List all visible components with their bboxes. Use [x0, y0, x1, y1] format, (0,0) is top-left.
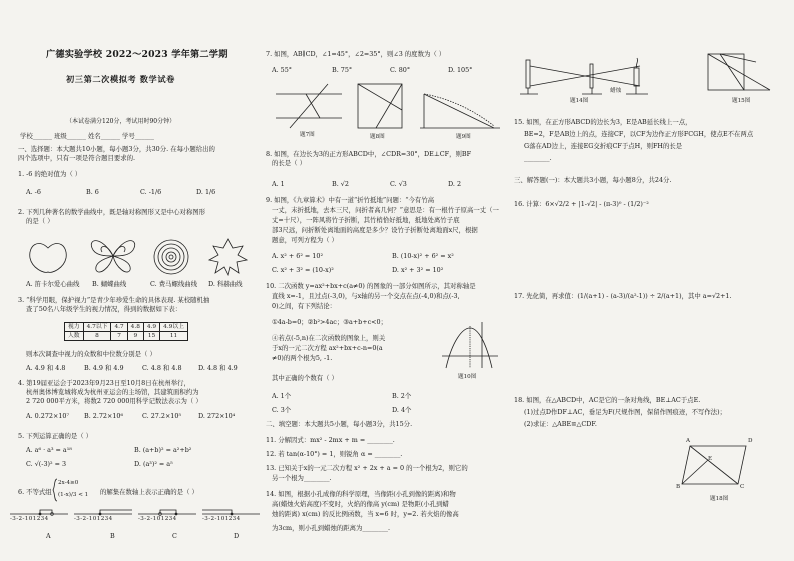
- numline-d: [202, 510, 260, 515]
- q4-opt-b: B. 2.72×10⁶: [84, 412, 124, 420]
- figure-14: [520, 56, 660, 96]
- heart-curve-figure: [28, 240, 68, 276]
- q8-line2: 的长是（ ）: [272, 159, 306, 167]
- q10-line2: 直线 x=-1，且过点(-3,0)，与x轴的另一个交点在点(-4,0)和点(-3,: [272, 292, 460, 300]
- q9-line2: 一丈，末折抵地，去本三尺，问折者高几何？”意思是：有一根竹子原高一丈（一: [272, 206, 499, 214]
- q10-line6: 于x的一元二次方程 ax²+bx+c-n=0(a: [272, 344, 383, 352]
- q9-opt-a: A. x² + 6² = 10²: [272, 252, 324, 260]
- q7-opt-c: C. 80°: [390, 66, 411, 74]
- q18-line3: (2)求证：△ABE≌△CDF.: [524, 420, 597, 428]
- q9-opt-d: D. x² + 3² = 10²: [392, 266, 444, 274]
- q5-opt-c: C. √(-3)² = 3: [26, 460, 67, 468]
- fig18-caption: 题18图: [710, 496, 729, 502]
- fig18-label-b: B: [676, 484, 681, 490]
- q1: 1. -6 的绝对值为（ ）: [18, 170, 82, 178]
- figure-15: [706, 52, 772, 92]
- q9-opt-b: B. (10-x)² + 6² = x²: [392, 252, 454, 260]
- table-row: 视力 4.7以下 4.7 4.8 4.9 4.9以上: [65, 323, 188, 332]
- q8-opt-d: D. 2: [448, 180, 462, 188]
- q1-opt-d: D. 1/6: [196, 188, 216, 196]
- q15-line2: BE=2，F是AB边上的点，连接CF，以CF为边作正方形FCGH，使点E不在两点: [524, 130, 754, 138]
- q9-line5: 题意，可列方程为（ ）: [272, 236, 338, 244]
- q9-line1: 9. 如图，《九章算术》中有一道“折竹抵地”问题：“今有竹高: [266, 196, 435, 204]
- q9-line4: 部3尺远，问折断处离地面的高度是多少？设竹子折断处离地面x尺，根据: [272, 226, 478, 234]
- q7-opt-a: A. 55°: [272, 66, 293, 74]
- q3-line3: 则本次调查中视力的众数和中位数分别是（ ）: [26, 350, 156, 358]
- q1-opt-c: C. -1/6: [140, 188, 162, 196]
- koch-curve-figure: [208, 238, 248, 276]
- q3-line2: 查了50名八年级学生的视力情况，得到的数据如下表：: [26, 305, 182, 313]
- section1-title: 一、选择题：本大题共10小题，每小题3分，共30分. 在每小题给出的: [18, 145, 215, 153]
- q6-line1: 6. 不等式组: [18, 488, 52, 496]
- q18-line1: 18. 如图，在△ABCD中，AC是它的一条对角线，BE⊥AC于点E.: [514, 396, 701, 404]
- fig14-caption: 题14图: [570, 98, 589, 104]
- q16: 16. 计算：6×√2/2 + |1-√2| - (π-3)⁰ - (1/2)⁻²: [514, 200, 649, 208]
- q15-line3: G落在AD边上，连接EG交折痕CF于点H，则FH的长是: [524, 142, 683, 150]
- info-line: 学校______ 班级______ 姓名______ 学号______: [20, 132, 154, 140]
- q10-line8: 其中正确的个数有（ ）: [272, 374, 338, 382]
- q2-line1: 2. 下列几种著名的数学曲线中，既是轴对称图形又是中心对称图形: [18, 208, 206, 216]
- numline-a: [10, 510, 68, 515]
- q1-opt-a: A. -6: [26, 188, 41, 196]
- numline-b: [74, 510, 132, 515]
- q18-line2: (1)过点D作DF⊥AC，垂足为F(尺规作图，保留作图痕迹，不写作法)；: [524, 408, 727, 416]
- q10-line3: 0)之间，有下列结论：: [272, 302, 337, 310]
- q15-line1: 15. 如图，在正方形ABCD的边长为3，E是AB延长线上一点，: [514, 118, 692, 126]
- q6-line2: 的解集在数轴上表示正确的是（ ）: [100, 488, 198, 496]
- q1-opt-b: B. 6: [86, 188, 99, 196]
- q5: 5. 下列运算正确的是（ ）: [18, 432, 93, 440]
- fig18-label-c: C: [740, 484, 745, 490]
- q4-line3: 2 720 000平方米，将数2 720 000用科学记数法表示为（ ）: [26, 397, 202, 405]
- fig8-caption: 题8图: [370, 134, 385, 140]
- q7-opt-b: B. 75°: [332, 66, 353, 74]
- numline-ticks-c: -3-2-101234: [138, 516, 177, 522]
- q14-line2: 高(蜡烛火焰高度)不变时，火焰的像高 y(cm) 是物距(小孔到蜡: [272, 500, 449, 508]
- q3-opt-b: B. 4.9 和 4.9: [84, 364, 124, 372]
- q4-line1: 4. 第19届亚运会于2023年9月23日至10月8日在杭州举行，: [18, 379, 190, 387]
- q9-opt-c: C. x² + 3² = (10-x)²: [272, 266, 334, 274]
- figure-8: [354, 80, 406, 132]
- fig18-label-e: E: [708, 456, 713, 462]
- column-middle: [262, 0, 510, 561]
- q8-opt-c: C. √3: [390, 180, 407, 188]
- q4-opt-c: C. 27.2×10⁵: [142, 412, 182, 420]
- q3-line1: 3. “科学用眼，保护视力”是青少年珍爱生命的具体表现. 某校随机抽: [18, 296, 210, 304]
- q10-opt-c: C. 3个: [272, 406, 292, 414]
- q2-opt-d: D. 科赫曲线: [208, 280, 243, 288]
- q8-line1: 8. 如图，在边长为3的正方形ABCD中，∠CDR=30°，DE⊥CF，则BF: [266, 150, 472, 158]
- figure-10: [442, 322, 498, 370]
- q10-line5: ④若点(-5,n)在二次函数的图象上，则关: [272, 334, 386, 342]
- table-row: 人数 8 7 9 15 11: [65, 332, 188, 341]
- brace-icon: [53, 479, 58, 501]
- q3-opt-c: C. 4.8 和 4.8: [142, 364, 182, 372]
- q3-opt-a: A. 4.9 和 4.8: [26, 364, 66, 372]
- school-title: 广德实验学校 2022～2023 学年第二学期: [46, 49, 228, 60]
- q2-line2: 的是（ ）: [26, 217, 54, 225]
- fig18-label-a: A: [686, 438, 691, 444]
- q13-line2: 另一个根为________.: [272, 474, 332, 482]
- q14-line3: 烛的距离) x(cm) 的反比例函数，当 x=6 时，y=2. 若火焰的像高: [272, 510, 459, 518]
- numline-ticks-b: -3-2-101234: [74, 516, 113, 522]
- figure-18: [680, 442, 750, 488]
- fig10-caption: 题10图: [458, 374, 477, 380]
- q2-opt-c: C. 费马螺线曲线: [150, 280, 198, 288]
- section1-title-2: 四个选项中，只有一项是符合题目要求的.: [18, 154, 136, 162]
- q10-line7: ≠0)的两个根为5, -1.: [272, 354, 333, 362]
- column-left: [0, 0, 262, 561]
- figure-7: [276, 82, 342, 130]
- fig7-caption: 题7图: [300, 132, 315, 138]
- q8-opt-a: A. 1: [272, 180, 285, 188]
- fermat-spiral-figure: [152, 238, 190, 276]
- q13-line1: 13. 已知关于x的一元二次方程 x² + 2x + a = 0 的一个根为2，则它的: [266, 464, 468, 472]
- q10-line1: 10. 二次函数 y=ax²+bx+c(a≠0) 的图象的一部分如图所示，其对称轴是: [266, 282, 476, 290]
- q8-opt-b: B. √2: [332, 180, 349, 188]
- q6-system-2: (1-x)/3 < 1: [58, 492, 89, 498]
- q14-line4: 为3cm，则小孔到蜡烛的距离为________.: [272, 524, 390, 532]
- figure-9: [418, 88, 502, 132]
- q5-opt-d: D. (a³)² = a⁵: [134, 460, 173, 468]
- section3-title: 三、解答题(一)：本大题共3小题，每小题8分，共24分.: [514, 176, 672, 184]
- fig18-label-d: D: [748, 438, 753, 444]
- q4-line2: 杭州奥体博览城将成为杭州亚运会的主场馆，其建筑面积约为: [26, 388, 199, 396]
- q6-opt-a: A: [46, 532, 51, 540]
- q17: 17. 先化简，再求值：(1/(a+1) - (a-3)/(a²-1)) ÷ 2/(a+1)，其中 a=√2+1.: [514, 292, 732, 300]
- q3-table-wrap: [64, 322, 188, 341]
- q14-line1: 14. 如图，根据小孔成像的科学原理，当像距(小孔到像的距离)和物: [266, 490, 456, 498]
- numline-c: [138, 510, 196, 515]
- q7-opt-d: D. 105°: [448, 66, 473, 74]
- numline-ticks-a: -3-2-101234: [10, 516, 49, 522]
- numline-ticks-d: -3-2-101234: [202, 516, 241, 522]
- candle-label: 蜡烛: [610, 88, 622, 94]
- q6-opt-c: C: [172, 532, 177, 540]
- q2-opt-a: A. 笛卡尔爱心曲线: [26, 280, 80, 288]
- q6-opt-d: D: [234, 532, 240, 540]
- q10-opt-d: D. 4个: [392, 406, 412, 414]
- q12: 12. 若 tan(α-10°) = 1，则锐角 α = ________.: [266, 450, 403, 458]
- q6-system-1: 2x-4≥0: [58, 480, 79, 486]
- butterfly-curve-figure: [88, 236, 138, 276]
- q10-line4: ①4a-b=0；②b²>4ac；③a+b+c<0；: [272, 318, 387, 326]
- q11: 11. 分解因式：mx² - 2mx + m = ________.: [266, 436, 395, 444]
- q6-opt-b: B: [110, 532, 115, 540]
- q9-line3: 丈=十尺），一阵风将竹子折断，其竹梢恰好抵地，抵地处离竹子底: [272, 216, 460, 224]
- column-right: [510, 0, 794, 561]
- q4-opt-a: A. 0.272×10⁷: [26, 412, 70, 420]
- section2-title: 二、填空题：本大题共5小题，每小题3分，共15分.: [266, 420, 413, 428]
- q5-opt-a: A. a⁶ · a³ = a¹⁸: [26, 446, 72, 454]
- exam-title: 初三第二次模拟考 数学试卷: [66, 74, 175, 84]
- vision-table: [64, 322, 188, 341]
- q4-opt-d: D. 272×10⁴: [198, 412, 236, 420]
- fig15-caption: 题15图: [732, 98, 751, 104]
- q7-line1: 7. 如图，AB∥CD，∠1=45°，∠2=35°，则∠3 的度数为（ ）: [266, 50, 446, 58]
- fig9-caption: 题9图: [456, 134, 471, 140]
- q5-opt-b: B. (a+b)² = a²+b²: [134, 446, 192, 454]
- q10-opt-a: A. 1个: [272, 392, 292, 400]
- exam-note: （本试卷满分120分，考试用时90分钟）: [66, 118, 176, 125]
- q15-line4: ________.: [524, 154, 552, 162]
- q10-opt-b: B. 2个: [392, 392, 412, 400]
- q3-opt-d: D. 4.8 和 4.9: [198, 364, 238, 372]
- q2-opt-b: B. 蝴蝶曲线: [92, 280, 127, 288]
